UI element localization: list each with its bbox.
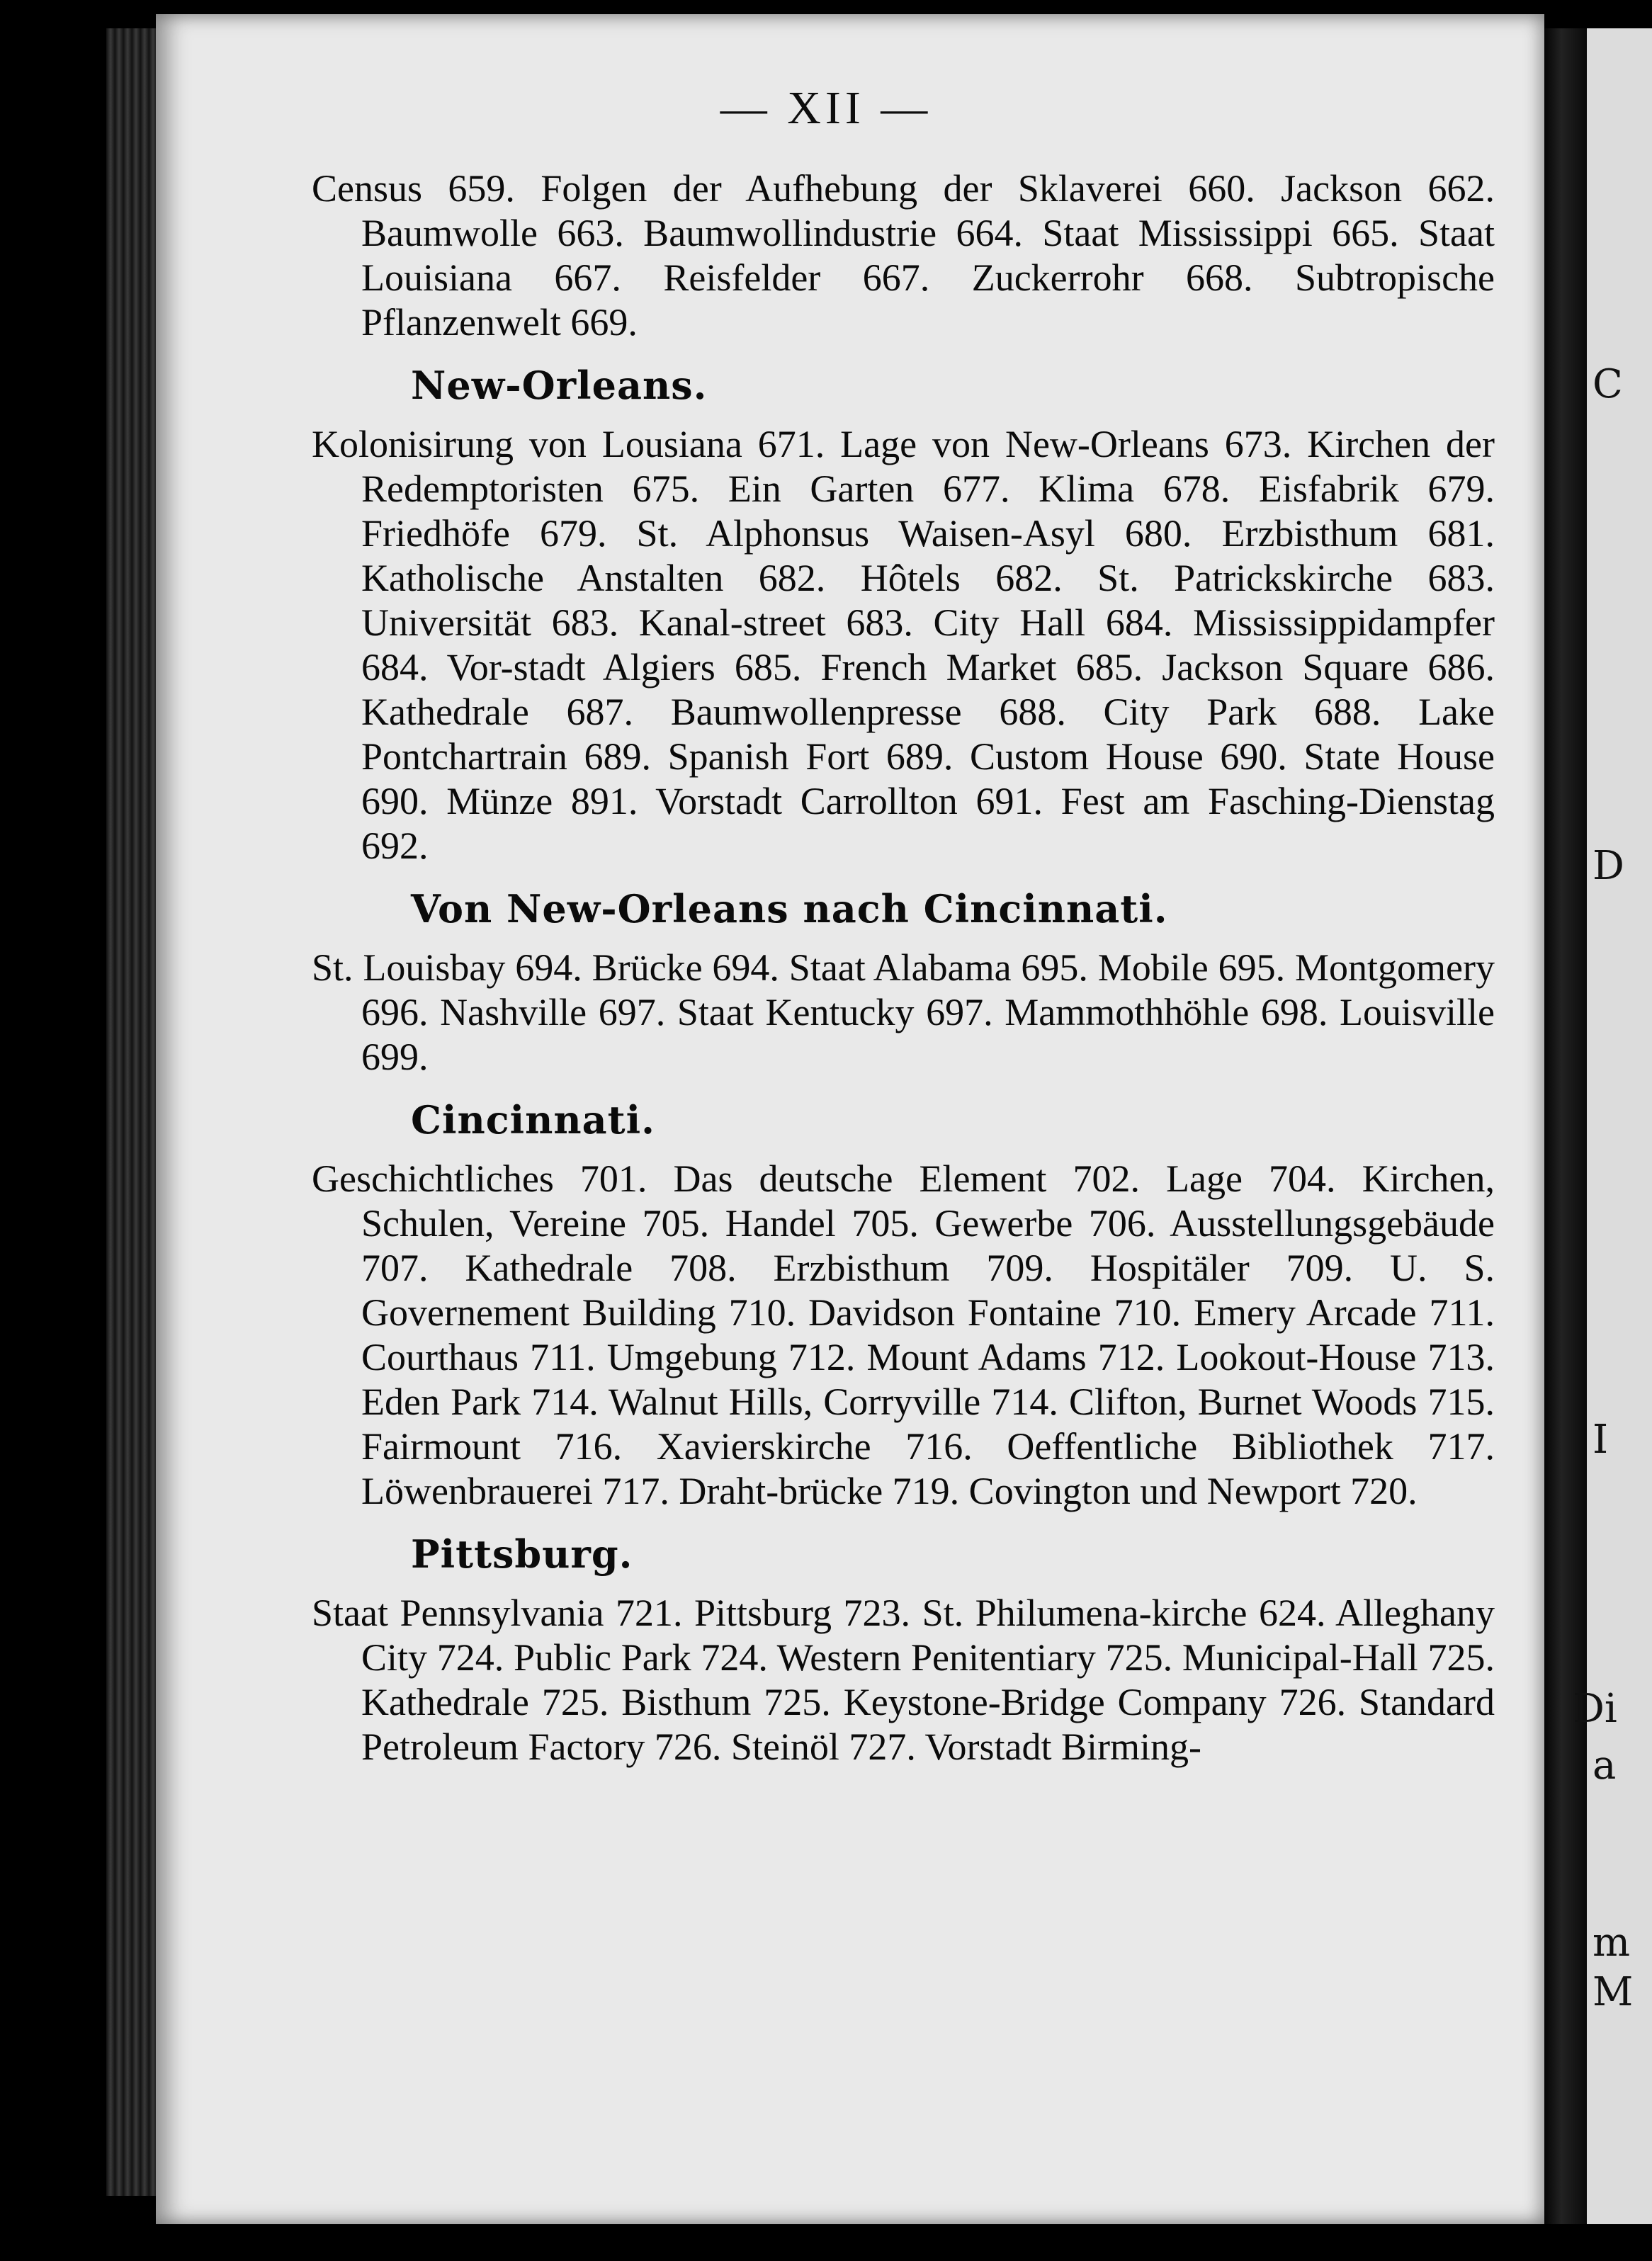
section-heading: Von New-Orleans nach Cincinnati. xyxy=(411,886,1168,931)
contents-paragraph: Geschichtliches 701. Das deutsche Element 702. Lage 704. Kirchen, Schulen, Vereine 705. Handel 705. Gewerbe 706. Ausstellungsgebäude 707. Kathedrale 708. Erzbisthum 709. Hospitäler 709. U. S. Governement Building 710. Davidson Fontaine 710. Emery Arcade 711. Courthaus 711. Umgebung 712. Mount Adams 712. Lookout-House 713. Eden Park 714. Walnut Hills, Corryville 714. Clifton, Burnet Woods 715. Fairmount 716. Xavierskirche 716. Oeffentliche Bibliothek 717. Löwenbrauerei 717. Draht-brücke 719. Covington und Newport 720. xyxy=(312,1157,1495,1512)
adjacent-page-fragment: a xyxy=(1592,1742,1617,1789)
adjacent-page-fragment: M xyxy=(1592,1969,1634,2015)
adjacent-page-fragment: m xyxy=(1592,1920,1631,1966)
contents-paragraph: Staat Pennsylvania 721. Pittsburg 723. St. Philumena-kirche 624. Alleghany City 724. Public Park 724. Western Penitentiary 725. Municipal-Hall 725. Kathedrale 725. Bisthum 725. Keystone-Bridge Company 726. Standard Petroleum Factory 726. Steinöl 727. Vorstadt Birming- xyxy=(312,1592,1495,1768)
adjacent-page-fragment: C xyxy=(1592,361,1623,407)
section-heading: Cincinnati. xyxy=(411,1097,655,1143)
adjacent-page-fragment: I xyxy=(1592,1417,1609,1463)
adjacent-page-edge xyxy=(1573,28,1652,2224)
book-page-edges xyxy=(106,28,163,2196)
page-number: — XII — xyxy=(720,82,932,134)
contents-paragraph: St. Louisbay 694. Brücke 694. Staat Alabama 695. Mobile 695. Montgomery 696. Nashville 697. Staat Kentucky 697. Mammothhöhle 698. Louisville 699. xyxy=(312,946,1495,1078)
section-heading: Pittsburg. xyxy=(411,1531,633,1577)
section-heading: New-Orleans. xyxy=(411,363,708,408)
adjacent-page-fragment: D xyxy=(1592,843,1624,889)
table-of-contents xyxy=(312,166,1495,1769)
contents-paragraph: Kolonisirung von Lousiana 671. Lage von New-Orleans 673. Kirchen der Redemptoristen 675. Ein Garten 677. Klima 678. Eisfabrik 679. Friedhöfe 679. St. Alphonsus Waisen-Asyl 680. Erzbisthum 681. Katholische Anstalten 682. Hôtels 682. St. Patrickskirche 683. Universität 683. Kanal-street 683. City Hall 684. Mississippidampfer 684. Vor-stadt Algiers 685. French Market 685. Jackson Square 686. Kathedrale 687. Baumwollenpresse 688. City Park 688. Lake Pontchartrain 689. Spanish Fort 689. Custom House 690. State House 690. Münze 891. Vorstadt Carrollton 691. Fest am Fasching-Dienstag 692. xyxy=(312,423,1495,867)
adjacent-page-fragment: Di xyxy=(1573,1686,1617,1732)
book-gutter xyxy=(1544,28,1587,2224)
contents-paragraph: Census 659. Folgen der Aufhebung der Sklaverei 660. Jackson 662. Baumwolle 663. Baumwollindustrie 664. Staat Mississippi 665. Staat Louisiana 667. Reisfelder 667. Zuckerrohr 668. Subtropische Pflanzenwelt 669. xyxy=(312,167,1495,344)
